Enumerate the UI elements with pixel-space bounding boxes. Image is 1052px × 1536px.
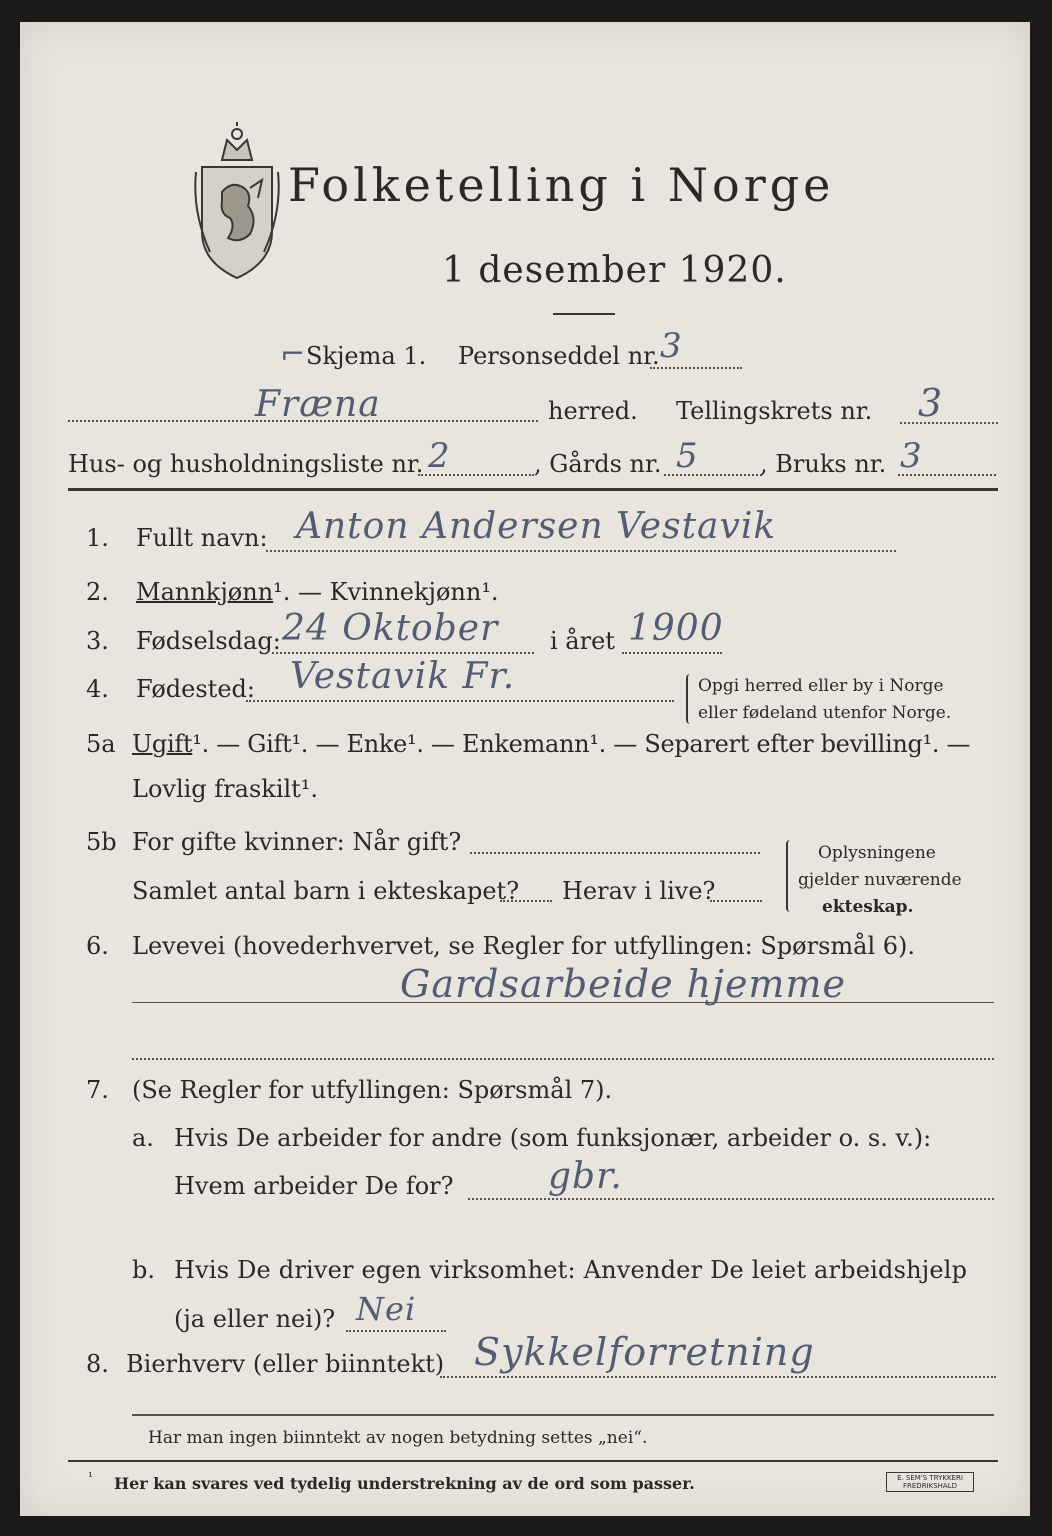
q4-note-line2: eller fødeland utenfor Norge. — [698, 703, 952, 723]
footnote-text: Her kan svares ved tydelig understrekning av de ord som passer. — [114, 1474, 695, 1493]
herred-value: Fræna — [255, 384, 381, 425]
q5b-line1: For gifte kvinner: Når gift? — [132, 828, 462, 856]
bruks-label: , Bruks nr. — [760, 450, 887, 478]
q4-number: 4. — [86, 675, 109, 703]
q3-number: 3. — [86, 627, 109, 655]
q7b-letter: b. — [132, 1256, 155, 1284]
q2-end: ¹. — [481, 578, 499, 606]
norway-coat-of-arms-icon — [192, 122, 282, 282]
census-date: 1 desember 1920. — [442, 250, 787, 291]
q5b-note-line1: Oplysningene — [818, 843, 936, 863]
tellingskrets-label: Tellingskrets nr. — [676, 397, 873, 425]
q2-gender-line — [136, 578, 499, 606]
bottom-note: Har man ingen biinntekt av nogen betydning settes „nei“. — [148, 1428, 648, 1448]
q8-answer-line — [132, 1414, 994, 1416]
q2-male-underlined: Mannkjønn — [136, 578, 274, 606]
q4-note-brace — [686, 674, 694, 724]
q8-side-income-value: Sykkelforretning — [474, 1330, 815, 1374]
q5b-line2a: Samlet antal barn i ekteskapet? — [132, 877, 520, 905]
q3-year-label: i året — [550, 627, 615, 655]
q5b-alive-dotted-line — [710, 900, 762, 902]
q7b-line2: (ja eller nei)? — [174, 1305, 336, 1333]
bruks-value: 3 — [900, 436, 923, 476]
q4-note-line1: Opgi herred eller by i Norge — [698, 676, 944, 696]
q5b-children-dotted-line — [500, 900, 552, 902]
q5b-note-brace — [786, 840, 794, 912]
tellingskrets-dotted-line — [900, 422, 998, 424]
q6-occupation-value: Gardsarbeide hjemme — [400, 962, 846, 1006]
q1-number: 1. — [86, 524, 109, 552]
q7a-letter: a. — [132, 1124, 154, 1152]
q2-female: Kvinnekjønn — [329, 578, 482, 606]
census-form-page — [20, 22, 1030, 1516]
q2-separator: ¹. — — [273, 578, 330, 606]
personseddel-label: Personseddel nr. — [458, 342, 660, 370]
q5b-number: 5b — [86, 828, 117, 856]
q7a-employer-value: gbr. — [548, 1156, 623, 1197]
header-separator — [68, 488, 998, 491]
gards-label: , Gårds nr. — [534, 450, 662, 478]
printer-stamp: E. SEM'S TRYKKERI FREDRIKSHALD — [886, 1472, 974, 1492]
q8-number: 8. — [86, 1350, 109, 1378]
skjema-label: Skjema 1. — [306, 342, 427, 370]
q1-full-name-value: Anton Andersen Vestavik — [296, 506, 777, 547]
q5a-status-line — [132, 730, 970, 758]
form-title: Folketelling i Norge — [288, 158, 835, 212]
q8-label: Bierhverv (eller biinntekt) — [126, 1350, 445, 1378]
q4-label: Fødested: — [136, 675, 255, 703]
hus-value: 2 — [428, 436, 451, 476]
q7b-line1: Hvis De driver egen virksomhet: Anvender De leiet arbeidshjelp — [174, 1256, 968, 1284]
q5a-options: ¹. — Gift¹. — Enke¹. — Enkemann¹. — Separert efter bevilling¹. — — [192, 730, 971, 758]
personseddel-dotted-line — [650, 367, 742, 369]
skjema-pen-mark: ⌐ — [280, 337, 307, 372]
q5a-ugift-underlined: Ugift — [132, 730, 193, 758]
q5b-married-dotted-line — [470, 852, 760, 854]
herred-label: herred. — [548, 397, 638, 425]
q3-year-value: 1900 — [628, 608, 724, 649]
q3-birthday-value: 24 Oktober — [282, 608, 499, 649]
gards-value: 5 — [676, 436, 699, 476]
q1-label: Fullt navn: — [136, 524, 268, 552]
footnote-separator — [68, 1460, 998, 1462]
q7a-dotted-line — [468, 1198, 994, 1200]
q1-dotted-line — [266, 550, 896, 552]
q6-answer-line2 — [132, 1058, 994, 1060]
q7a-line2: Hvem arbeider De for? — [174, 1172, 454, 1200]
q5a-line2: Lovlig fraskilt¹. — [132, 775, 319, 803]
q4-dotted-line — [246, 700, 674, 702]
q5b-note-line3: ekteskap. — [822, 897, 914, 917]
q7b-dotted-line — [346, 1330, 446, 1332]
q5b-note-line2: gjelder nuværende — [798, 870, 962, 890]
q7-number: 7. — [86, 1076, 109, 1104]
q2-number: 2. — [86, 578, 109, 606]
personseddel-value: 3 — [660, 326, 683, 366]
q5a-number: 5a — [86, 730, 116, 758]
q7a-line1: Hvis De arbeider for andre (som funksjonær, arbeider o. s. v.): — [174, 1124, 932, 1152]
q4-birthplace-value: Vestavik Fr. — [290, 656, 516, 697]
q3-label: Fødselsdag: — [136, 627, 281, 655]
q7-label: (Se Regler for utfyllingen: Spørsmål 7). — [132, 1076, 613, 1104]
q6-number: 6. — [86, 932, 109, 960]
q7b-hired-help-value: Nei — [356, 1290, 417, 1328]
q8-dotted-line — [440, 1376, 996, 1378]
footnote-mark: ¹ — [88, 1470, 93, 1484]
q6-label: Levevei (hovederhvervet, se Regler for utfyllingen: Spørsmål 6). — [132, 932, 916, 960]
q3-year-dotted-line — [622, 652, 722, 654]
q5b-line2b: Herav i live? — [562, 877, 716, 905]
q3-dotted-line — [272, 652, 534, 654]
title-divider — [553, 313, 615, 315]
tellingskrets-value: 3 — [918, 381, 944, 425]
hus-label: Hus- og husholdningsliste nr. — [68, 450, 424, 478]
